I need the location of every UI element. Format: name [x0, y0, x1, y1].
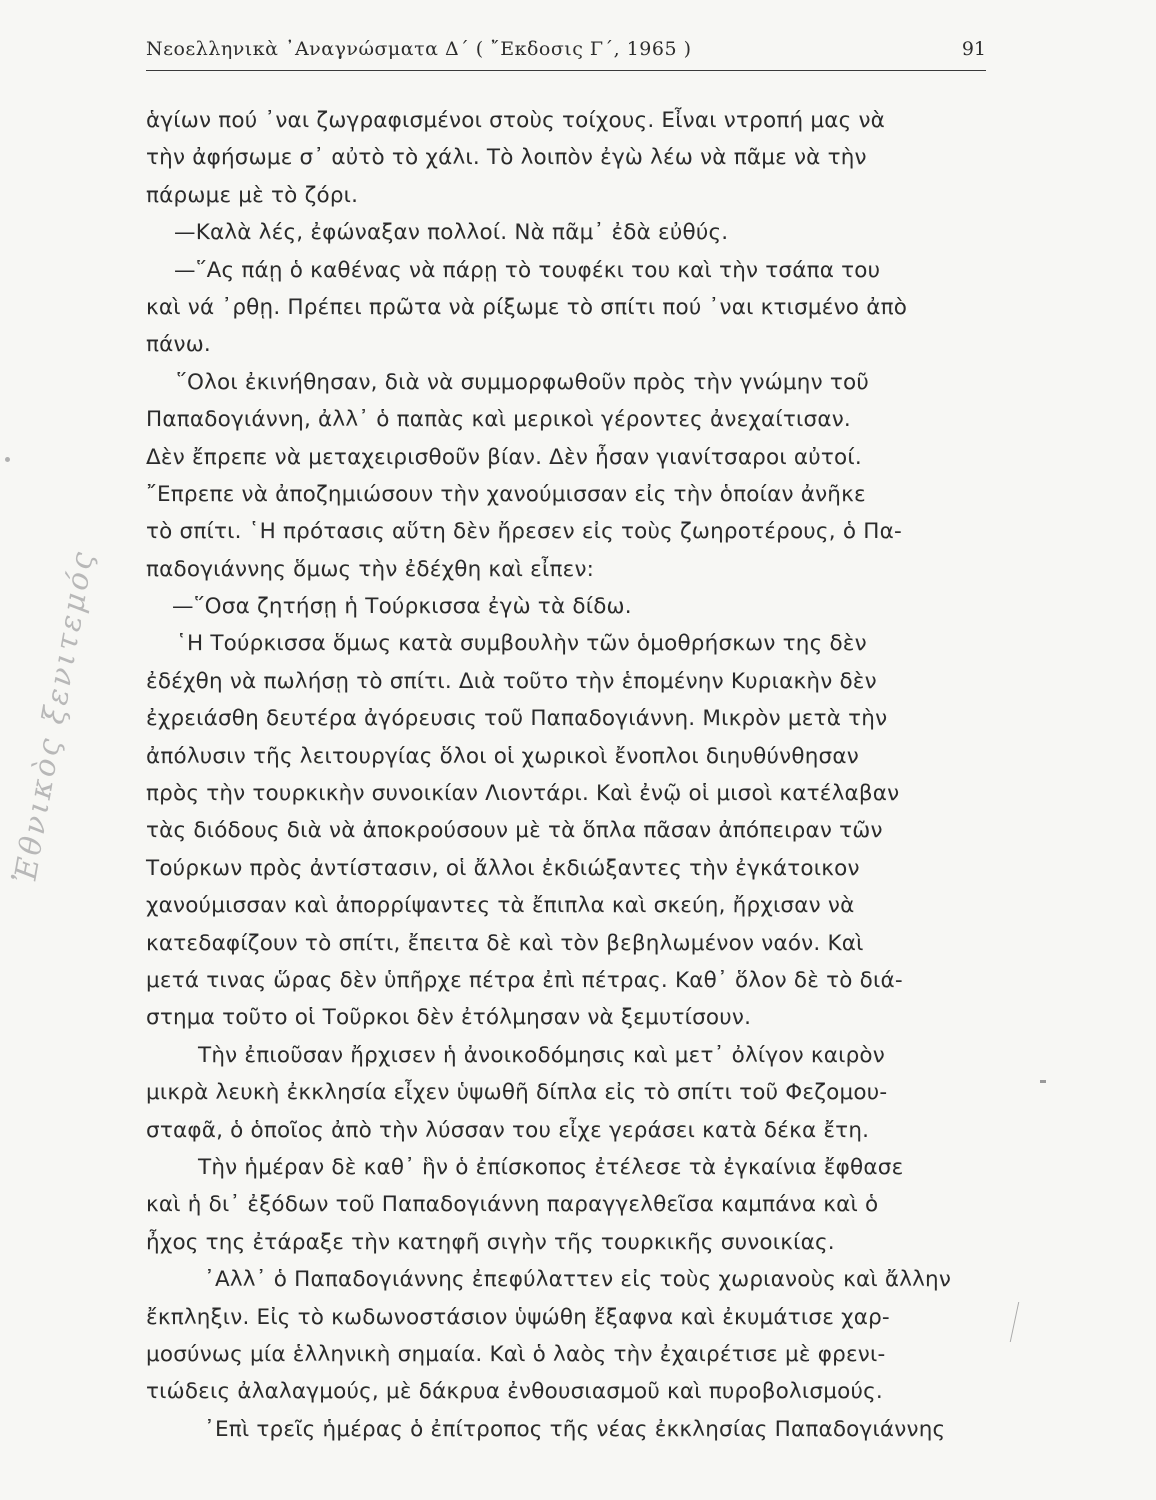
- text-line: στημα τοῦτο οἱ Τοῦρκοι δὲν ἐτόλμησαν νὰ ξεμυτίσουν.: [146, 1005, 752, 1031]
- text-line: τὴν ἀφήσωμε σ᾿ αὐτὸ τὸ χάλι. Τὸ λοιπὸν ἐγὼ λέω νὰ πᾶμε νὰ τὴν: [146, 145, 867, 171]
- text-line: ῎Επρεπε νὰ ἀποζημιώσουν τὴν χανούμισσαν εἰς τὴν ὁποίαν ἀνῆκε: [146, 481, 866, 507]
- text-line: καὶ ἡ δι᾿ ἐξόδων τοῦ Παπαδογιάννη παραγγελθεῖσα καμπάνα καὶ ὁ: [146, 1192, 879, 1218]
- handwritten-margin-note: Ἐθνικὸς ξενιτεμός: [8, 546, 102, 887]
- text-line: πάνω.: [146, 332, 211, 358]
- text-line: πρὸς τὴν τουρκικὴν συνοικίαν Λιοντάρι. Καὶ ἐνῷ οἱ μισοὶ κατέλαβαν: [146, 781, 900, 807]
- body-text: [146, 102, 1002, 1448]
- margin-bracket-mark: [1002, 1302, 1020, 1342]
- text-line: πάρωμε μὲ τὸ ζόρι.: [146, 182, 359, 208]
- text-line: τιώδεις ἀλαλαγμούς, μὲ δάκρυα ἐνθουσιασμοῦ καὶ πυροβολισμούς.: [146, 1379, 883, 1405]
- running-title: Νεοελληνικὰ ᾿Αναγνώσματα Δ΄ ( ῎Εκδοσις Γ΄, 1965 ): [146, 38, 692, 60]
- page-header: [146, 34, 986, 71]
- text-line: χανούμισσαν καὶ ἀπορρίψαντες τὰ ἔπιπλα καὶ σκεύη, ἤρχισαν νὰ: [146, 893, 855, 919]
- text-line: καὶ νά ᾿ρθῃ. Πρέπει πρῶτα νὰ ρίξωμε τὸ σπίτι πού ᾿ναι κτισμένο ἀπὸ: [146, 294, 908, 320]
- text-line: μικρὰ λευκὴ ἐκκλησία εἶχεν ὑψωθῆ δίπλα εἰς τὸ σπίτι τοῦ Φεζομου-: [146, 1080, 888, 1106]
- text-line: ῾Η Τούρκισσα ὅμως κατὰ συμβουλὴν τῶν ὁμοθρήσκων της δὲν: [176, 631, 867, 657]
- text-line: μετά τινας ὥρας δὲν ὑπῆρχε πέτρα ἐπὶ πέτρας. Καθ᾿ ὅλον δὲ τὸ διά-: [146, 967, 903, 993]
- text-line: ἐδέχθη νὰ πωλήσῃ τὸ σπίτι. Διὰ τοῦτο τὴν ἑπομένην Κυριακὴν δὲν: [146, 668, 877, 694]
- text-line: ἐχρειάσθη δευτέρα ἀγόρευσις τοῦ Παπαδογιάννη. Μικρὸν μετὰ τὴν: [146, 706, 888, 732]
- text-line: ᾿Επὶ τρεῖς ἡμέρας ὁ ἐπίτροπος τῆς νέας ἐκκλησίας Παπαδογιάννης: [204, 1416, 946, 1442]
- text-line: ἁγίων πού ᾿ναι ζωγραφισμένοι στοὺς τοίχους. Εἶναι ντροπή μας νὰ: [146, 108, 886, 133]
- text-line: τὰς διόδους διὰ νὰ ἀποκρούσουν μὲ τὰ ὅπλα πᾶσαν ἀπόπειραν τῶν: [146, 818, 883, 844]
- text-line: ῞Ολοι ἐκινήθησαν, διὰ νὰ συμμορφωθοῦν πρὸς τὴν γνώμην τοῦ: [176, 369, 870, 395]
- text-line: ᾿Αλλ᾿ ὁ Παπαδογιάννης ἐπεφύλαττεν εἰς τοὺς χωριανοὺς καὶ ἄλλην: [204, 1267, 952, 1293]
- text-line: —῞Ας πάῃ ὁ καθένας νὰ πάρῃ τὸ τουφέκι του καὶ τὴν τσάπα του: [174, 257, 881, 283]
- text-line: Τὴν ἡμέραν δὲ καθ᾿ ἣν ὁ ἐπίσκοπος ἐτέλεσε τὰ ἐγκαίνια ἔφθασε: [198, 1154, 904, 1180]
- text-line: —Καλὰ λές, ἐφώναξαν πολλοί. Νὰ πᾶμ᾿ ἐδὰ εὐθύς.: [174, 220, 729, 246]
- text-line: Παπαδογιάννη, ἀλλ᾿ ὁ παπὰς καὶ μερικοὶ γέροντες ἀνεχαίτισαν.: [146, 407, 851, 433]
- page-number: 91: [961, 38, 986, 60]
- text-line: παδογιάννης ὅμως τὴν ἐδέχθη καὶ εἶπεν:: [146, 556, 595, 582]
- text-line: τὸ σπίτι. ῾Η πρότασις αὕτη δὲν ἤρεσεν εἰς τοὺς ζωηροτέρους, ὁ Πα-: [146, 519, 902, 545]
- text-line: Δὲν ἔπρεπε νὰ μεταχειρισθοῦν βίαν. Δὲν ἦσαν γιανίτσαροι αὐτοί.: [146, 444, 862, 470]
- text-line: Τούρκων πρὸς ἀντίστασιν, οἱ ἄλλοι ἐκδιώξαντες τὴν ἐγκάτοικον: [146, 855, 860, 881]
- margin-dash: [1040, 1080, 1046, 1083]
- text-line: ἀπόλυσιν τῆς λειτουργίας ὅλοι οἱ χωρικοὶ ἔνοπλοι διηυθύνθησαν: [146, 743, 859, 769]
- text-line: κατεδαφίζουν τὸ σπίτι, ἔπειτα δὲ καὶ τὸν βεβηλωμένον ναόν. Καὶ: [146, 930, 864, 956]
- text-line: μοσύνως μία ἑλληνικὴ σημαία. Καὶ ὁ λαὸς τὴν ἐχαιρέτισε μὲ φρενι-: [146, 1341, 886, 1367]
- margin-dot: [5, 457, 10, 462]
- text-line: Τὴν ἐπιοῦσαν ἤρχισεν ἡ ἀνοικοδόμησις καὶ μετ᾿ ὀλίγον καιρὸν: [198, 1042, 885, 1068]
- text-line: ἔκπληξιν. Εἰς τὸ κωδωνοστάσιον ὑψώθη ἔξαφνα καὶ ἐκυμάτισε χαρ-: [146, 1304, 890, 1330]
- text-line: σταφᾶ, ὁ ὁποῖος ἀπὸ τὴν λύσσαν του εἶχε γεράσει κατὰ δέκα ἔτη.: [146, 1117, 870, 1143]
- text-line: —῞Οσα ζητήσῃ ἡ Τούρκισσα ἐγὼ τὰ δίδω.: [172, 594, 632, 620]
- text-line: ἦχος της ἐτάραξε τὴν κατηφῆ σιγὴν τῆς τουρκικῆς συνοικίας.: [146, 1229, 835, 1255]
